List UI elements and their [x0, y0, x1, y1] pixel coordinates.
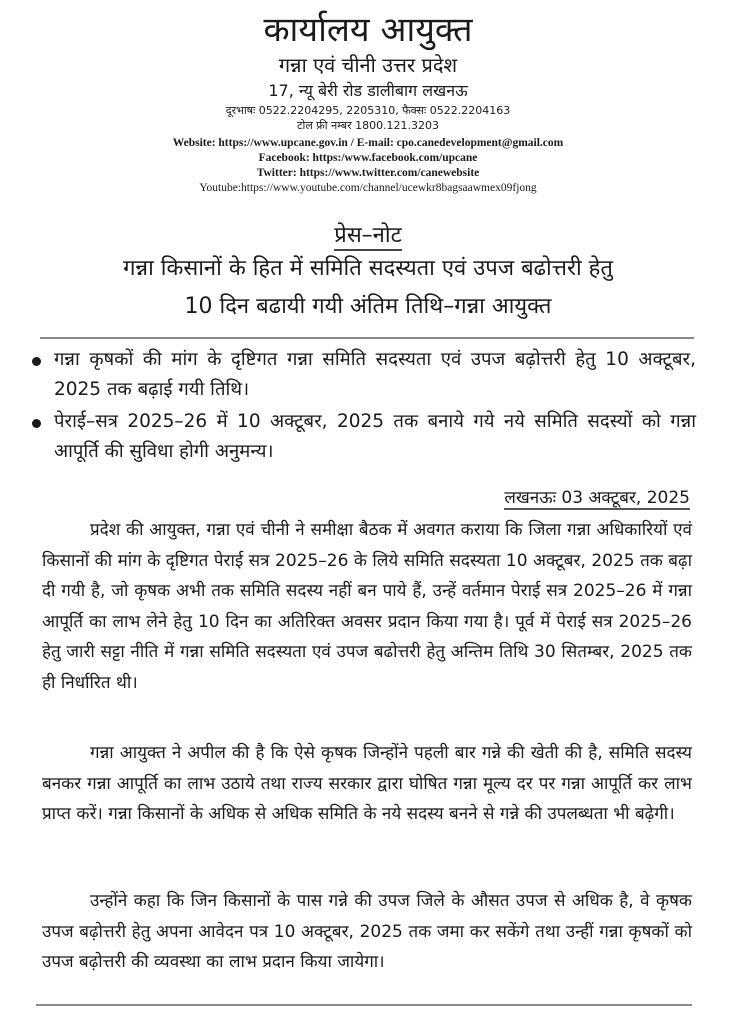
office-title: कार्यालय आयुक्त: [263, 10, 473, 50]
highlight-text: गन्ना कृषकों की मांग के दृष्टिगत गन्ना समिति सदस्यता एवं उपज बढ़ोत्तरी हेतु 10 अक्टूबर, 2025 तक बढ़ाई गयी तिथि।: [54, 349, 696, 400]
body-paragraph: प्रदेश की आयुक्त, गन्ना एवं चीनी ने समीक्षा बैठक में अवगत कराया कि जिला गन्ना अधिकारियों एवं किसानों की मांग के दृष्टिगत पेराई सत्र 2025–26 के लिये समिति सदस्यता 10 अक्टूबर, 2025 तक बढ़ा दी गयी है, जो कृषक अभी तक समिति सदस्य नहीं बन पाये हैं, उन्हें वर्तमान पेराई सत्र 2025–26 में गन्ना आपूर्ति का लाभ लेने हेतु 10 दिन का अतिरिक्त अवसर प्रदान किया गया है। पूर्व में पेराई सत्र 2025–26 हेतु जारी सट्टा नीति में गन्ना समिति सदस्यता एवं उपज बढोत्तरी हेतु अन्तिम तिथि 30 सितम्बर, 2025 तक ही निर्धारित थी।: [42, 520, 692, 693]
headline-line-2: 10 दिन बढायी गयी अंतिम तिथि–गन्ना आयुक्त: [184, 294, 552, 319]
department-name: गन्ना एवं चीनी उत्तर प्रदेश: [278, 53, 458, 77]
bullet-icon: [32, 419, 41, 428]
toll-free-line: टोल फ्री नम्बर 1800.121.3203: [296, 119, 440, 132]
highlight-item: [28, 407, 696, 467]
highlights-list: [28, 345, 696, 469]
office-address: 17, न्यू बेरी रोड डालीबाग लखनऊ: [268, 81, 468, 100]
website-email-line: Website: https://www.upcane.gov.in / E-mail: cpo.canedevelopment@gmail.com: [172, 137, 564, 149]
highlight-text: पेराई–सत्र 2025–26 में 10 अक्टूबर, 2025 तक बनाये गये नये समिति सदस्यों को गन्ना आपूर्ति की सुविधा होगी अनुमन्य।: [54, 411, 696, 462]
youtube-line: Youtube:https://www.youtube.com/channel/ucewkr8bagsaawmex09fjong: [199, 182, 537, 194]
headline-line-1: गन्ना किसानों के हित में समिति सदस्यता एवं उपज बढोत्तरी हेतु: [123, 256, 613, 281]
divider-top: [40, 337, 694, 339]
phone-fax-line: दूरभाषः 0522.2204295, 2205310, फैक्सः 0522.2204163: [225, 104, 511, 117]
press-note-label: [0, 222, 736, 250]
bullet-icon: [32, 357, 41, 366]
facebook-line: Facebook: https:/www.facebook.com/upcane: [258, 152, 478, 164]
body-paragraph: गन्ना आयुक्त ने अपील की है कि ऐसे कृषक जिन्होंने पहली बार गन्ने की खेती की है, समिति सदस्य बनकर गन्ना आपूर्ति का लाभ उठाये तथा राज्य सरकार द्वारा घोषित गन्ना मूल्य दर पर गन्ना आपूर्ति कर लाभ प्राप्त करें। गन्ना किसानों के अधिक से अधिक समिति के नये सदस्य बनने से गन्ने की उपलब्धता भी बढ़ेगी।: [42, 743, 692, 824]
divider-bottom: [36, 1004, 692, 1006]
body-paragraph: उन्होंने कहा कि जिन किसानों के पास गन्ने की उपज जिले के औसत उपज से अधिक है, वे कृषक उपज बढ़ोत्तरी हेतु अपना आवेदन पत्र 10 अक्टूबर, 2025 तक जमा कर सकेंगे तथा उन्हीं गन्ना कृषकों को उपज बढ़ोत्तरी की व्यवस्था का लाभ प्रदान किया जायेगा।: [42, 891, 692, 972]
dateline-text: लखनऊः 03 अक्टूबर, 2025: [504, 488, 690, 508]
press-note-text: प्रेस–नोट: [334, 223, 401, 251]
highlight-item: [28, 345, 696, 405]
twitter-line: Twitter: https://www.twitter.com/canewebsite: [256, 167, 480, 179]
dateline: [504, 486, 690, 510]
